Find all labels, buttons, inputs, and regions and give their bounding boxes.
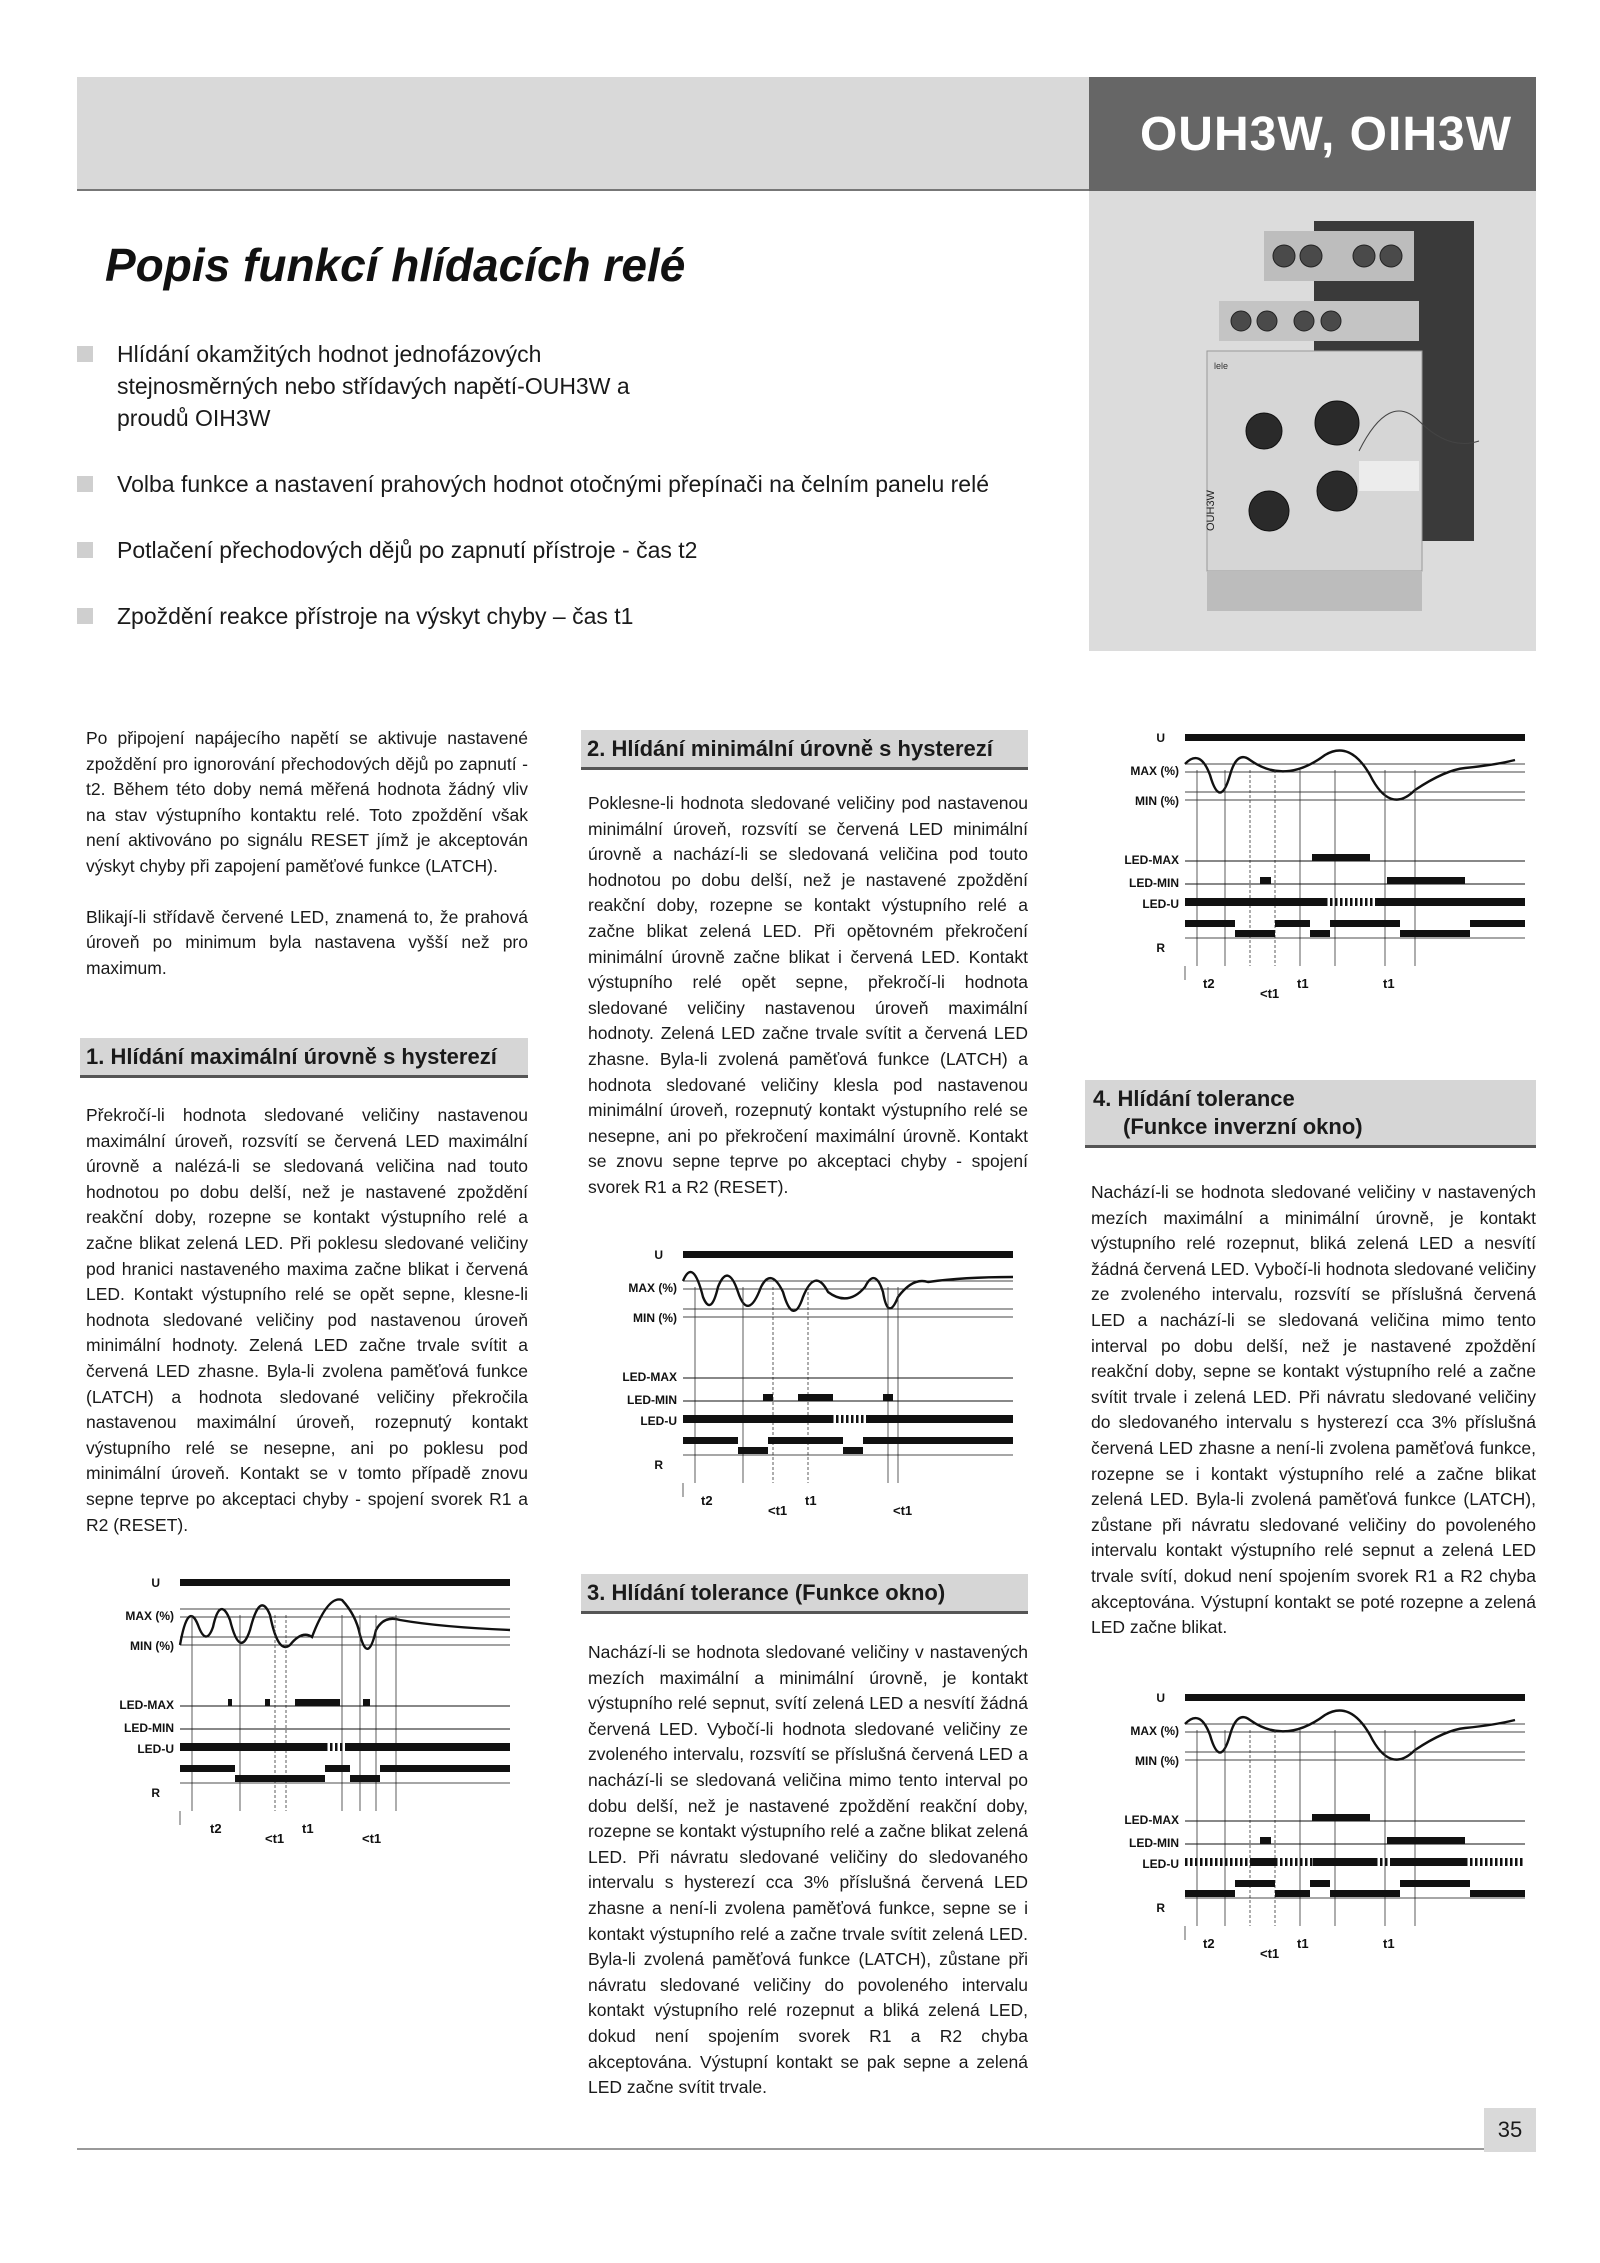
led-u-on bbox=[868, 1415, 1013, 1423]
page-number: 35 bbox=[1484, 2108, 1536, 2152]
led-u-blink bbox=[330, 1743, 333, 1751]
feature-list bbox=[77, 338, 1037, 666]
supply-bar bbox=[1185, 734, 1525, 741]
feature-item: Volba funkce a nastavení prahových hodnot otočnými přepínači na čelním panelu relé bbox=[77, 468, 1037, 500]
relay-state bbox=[180, 1765, 235, 1772]
led-u-blink bbox=[1375, 1858, 1378, 1866]
led-u-blink bbox=[856, 1415, 859, 1423]
led-u-blink bbox=[1380, 1858, 1383, 1866]
led-u-blink bbox=[1495, 1858, 1498, 1866]
led-u-blink bbox=[1195, 1858, 1198, 1866]
led-u-blink bbox=[1340, 898, 1343, 906]
section-3-text: Nachází-li se hodnota sledované veličiny v nastavených mezích maximální a minimální úrovně, je kontakt výstupního relé sepnut, svítí zelená LED a nesvítí žádná červená LED. Vybočí-li hodnota sledované veličiny ze zvoleného intervalu, rozsvítí se příslušná červená LED a nachází-li se sledovaná veličina mimo tento interval po dobu delší, než je nastavené zpoždění reakční doby, rozepne se kontakt výstupního relé a začne blikat zelená LED. Při návratu sledované veličiny do sledovaného intervalu s hysterezí cca 3% příslušná červená LED zhasne a není-li zvolena paměťová funkce, sepne se i kontakt výstupního relé a začne trvale svítit zelená LED. Byla-li zvolená paměťová funkce (LATCH), zůstane při návratu sledované veličiny do povoleného intervalu kontakt výstupního relé rozepnut a bliká zelená LED, dokud není spojením svorek R1 a R2 chyba akceptována. Výstupní kontakt se pak sepne a zelená LED začne svítit trvale. bbox=[588, 1642, 1028, 2098]
led-u-blink bbox=[1335, 898, 1338, 906]
led-u-blink bbox=[1235, 1858, 1238, 1866]
relay-state bbox=[1235, 1880, 1275, 1887]
bullet-square-icon bbox=[77, 476, 93, 492]
photo-brand: lele bbox=[1214, 361, 1229, 371]
led-u-blink bbox=[1230, 1858, 1233, 1866]
led-u-blink bbox=[1210, 1858, 1213, 1866]
relay-state bbox=[1400, 930, 1470, 937]
relay-state bbox=[1470, 920, 1525, 927]
time-label-t1: t1 bbox=[1297, 976, 1309, 991]
relay-state bbox=[235, 1775, 325, 1782]
led-u-on bbox=[1250, 1858, 1275, 1866]
label-r: R bbox=[1156, 1901, 1165, 1915]
section-1-heading: 1. Hlídání maximální úrovně s hysterezí bbox=[80, 1038, 528, 1078]
led-u-blink bbox=[1520, 1858, 1523, 1866]
time-label-t2: t2 bbox=[210, 1821, 222, 1836]
led-u-blink bbox=[1300, 1858, 1303, 1866]
led-u-blink bbox=[1345, 898, 1348, 906]
header-title: OUH3W, OIH3W bbox=[1089, 77, 1536, 191]
signal-curve bbox=[180, 1599, 510, 1648]
section-4-heading: 4. Hlídání tolerance (Funkce inverzní okno) bbox=[1085, 1080, 1536, 1148]
led-u-blink bbox=[1305, 1858, 1308, 1866]
product-photo bbox=[1089, 191, 1536, 651]
led-min-pulse bbox=[798, 1394, 833, 1401]
led-u-blink bbox=[1205, 1858, 1208, 1866]
led-u-blink bbox=[1240, 1858, 1243, 1866]
led-u-blink bbox=[1365, 898, 1368, 906]
led-u-blink bbox=[851, 1415, 854, 1423]
relay-state bbox=[1330, 1890, 1400, 1897]
led-u-blink bbox=[1190, 1858, 1193, 1866]
led-u-blink bbox=[831, 1415, 834, 1423]
led-u-blink bbox=[1510, 1858, 1513, 1866]
led-min-pulse bbox=[1260, 877, 1271, 884]
label-r: R bbox=[1156, 941, 1165, 955]
led-max-pulse bbox=[295, 1699, 340, 1706]
led-max-pulse bbox=[1312, 1814, 1370, 1821]
time-label-t2: t2 bbox=[701, 1493, 713, 1508]
led-u-blink bbox=[1370, 898, 1373, 906]
led-u-blink bbox=[1245, 1858, 1248, 1866]
led-u-blink bbox=[1360, 898, 1363, 906]
led-u-blink bbox=[1330, 898, 1333, 906]
led-u-blink bbox=[1470, 1858, 1473, 1866]
led-u-blink bbox=[1385, 1858, 1388, 1866]
supply-bar bbox=[1185, 1694, 1525, 1701]
led-u-on bbox=[1390, 1858, 1465, 1866]
label-max: MAX (%) bbox=[628, 1281, 677, 1295]
label-led-min: LED-MIN bbox=[627, 1393, 677, 1407]
time-label-t1: t1 bbox=[302, 1821, 314, 1836]
led-u-blink bbox=[1355, 898, 1358, 906]
led-u-on bbox=[180, 1743, 325, 1751]
timing-diagram-window bbox=[1085, 730, 1535, 1000]
led-u-blink bbox=[861, 1415, 864, 1423]
led-min-pulse bbox=[1260, 1837, 1271, 1844]
header-bar bbox=[77, 77, 1089, 191]
relay-state bbox=[380, 1765, 510, 1772]
relay-state bbox=[1330, 920, 1400, 927]
label-led-max: LED-MAX bbox=[1124, 1813, 1179, 1827]
label-u: U bbox=[1156, 1691, 1165, 1705]
led-u-blink bbox=[1295, 1858, 1298, 1866]
led-u-blink bbox=[836, 1415, 839, 1423]
time-label-t1: t1 bbox=[805, 1493, 817, 1508]
led-u-on bbox=[683, 1415, 831, 1423]
label-max: MAX (%) bbox=[1130, 1724, 1179, 1738]
led-u-blink bbox=[1505, 1858, 1508, 1866]
led-u-blink bbox=[1310, 1858, 1313, 1866]
led-u-blink bbox=[1220, 1858, 1223, 1866]
feature-item: Potlačení přechodových dějů po zapnutí přístroje - čas t2 bbox=[77, 534, 1037, 566]
label-min: MIN (%) bbox=[633, 1311, 677, 1325]
relay-state bbox=[1185, 920, 1235, 927]
label-u: U bbox=[151, 1576, 160, 1590]
led-u-blink bbox=[1490, 1858, 1493, 1866]
section-2-heading: 2. Hlídání minimální úrovně s hysterezí bbox=[581, 730, 1028, 770]
label-min: MIN (%) bbox=[1135, 1754, 1179, 1768]
supply-bar bbox=[683, 1251, 1013, 1258]
time-label-lt1: <t1 bbox=[265, 1831, 285, 1845]
led-max-pulse bbox=[1312, 854, 1370, 861]
label-led-min: LED-MIN bbox=[1129, 1836, 1179, 1850]
led-u-blink bbox=[1225, 1858, 1228, 1866]
relay-state bbox=[1310, 930, 1330, 937]
time-label-t1: t1 bbox=[1297, 1936, 1309, 1951]
label-led-max: LED-MAX bbox=[1124, 853, 1179, 867]
label-r: R bbox=[654, 1458, 663, 1472]
photo-model: OUH3W bbox=[1205, 490, 1217, 531]
relay-state bbox=[863, 1437, 1013, 1444]
label-min: MIN (%) bbox=[130, 1639, 174, 1653]
led-u-blink bbox=[1215, 1858, 1218, 1866]
led-u-blink bbox=[1280, 1858, 1283, 1866]
footer-divider bbox=[77, 2148, 1536, 2150]
product-photo-panel bbox=[1089, 191, 1536, 651]
timing-diagram-min bbox=[583, 1247, 1028, 1517]
relay-state bbox=[350, 1775, 380, 1782]
led-u-blink bbox=[340, 1743, 343, 1751]
time-label-lt1: <t1 bbox=[1260, 986, 1280, 1000]
led-min-pulse bbox=[1387, 877, 1465, 884]
led-u-blink bbox=[1480, 1858, 1483, 1866]
led-max-pulse bbox=[228, 1699, 232, 1706]
page-title: Popis funkcí hlídacích relé bbox=[105, 239, 686, 291]
led-u-blink bbox=[1285, 1858, 1288, 1866]
label-r: R bbox=[151, 1786, 160, 1800]
led-u-blink bbox=[1185, 1858, 1188, 1866]
section-3-heading: 3. Hlídání tolerance (Funkce okno) bbox=[581, 1574, 1028, 1614]
led-u-blink bbox=[841, 1415, 844, 1423]
label-led-u: LED-U bbox=[640, 1414, 677, 1428]
label-led-min: LED-MIN bbox=[1129, 876, 1179, 890]
relay-state bbox=[1470, 1890, 1525, 1897]
time-label-lt1: <t1 bbox=[893, 1503, 913, 1517]
relay-state bbox=[683, 1437, 738, 1444]
bullet-square-icon bbox=[77, 608, 93, 624]
led-u-blink bbox=[1515, 1858, 1518, 1866]
led-u-blink bbox=[325, 1743, 328, 1751]
relay-state bbox=[1310, 1880, 1330, 1887]
led-u-blink bbox=[1200, 1858, 1203, 1866]
led-u-blink bbox=[1275, 1858, 1278, 1866]
label-led-u: LED-U bbox=[137, 1742, 174, 1756]
label-led-u: LED-U bbox=[1142, 897, 1179, 911]
bullet-square-icon bbox=[77, 542, 93, 558]
section-4-text: Nachází-li se hodnota sledované veličiny v nastavených mezích maximální a minimální úrovně, je kontakt výstupního relé rozepnut, bliká zelená LED a nesvítí žádná červená LED. Vybočí-li hodnota sledované veličiny ze zvoleného intervalu, rozsvítí se příslušná červená LED a nachází-li se sledovaná veličina mimo tento interval po dobu delší, než je nastavené zpoždění reakční doby, sepne se kontakt výstupního relé a začne svítit trvale i zelená LED. Při návratu sledované veličiny do sledovaného intervalu s hysterezí cca 3% příslušná červená LED zhasne a není-li zvolena paměťová funkce, rozepne se i kontakt výstupního relé a začne blikat zelená LED. Byla-li zvolená paměťová funkce (LATCH), zůstane při návratu sledované veličiny do povoleného intervalu kontakt výstupního relé sepnut a zelená LED trvale svítí, dokud není spojením svorek R1 a R2 chyba akceptována. Výstupní kontakt se poté rozepne a zelená LED začne blikat. bbox=[1091, 1182, 1536, 1638]
label-max: MAX (%) bbox=[1130, 764, 1179, 778]
led-u-blink bbox=[1465, 1858, 1468, 1866]
time-label-lt1: <t1 bbox=[768, 1503, 788, 1517]
timing-diagram-inverse-window bbox=[1085, 1690, 1535, 1960]
relay-state bbox=[738, 1447, 768, 1454]
label-u: U bbox=[1156, 731, 1165, 745]
relay-state bbox=[1235, 930, 1275, 937]
led-u-on bbox=[1375, 898, 1525, 906]
label-max: MAX (%) bbox=[125, 1609, 174, 1623]
timing-diagram-max bbox=[80, 1575, 520, 1845]
led-u-blink bbox=[1325, 898, 1328, 906]
time-label-t2: t2 bbox=[1203, 1936, 1215, 1951]
relay-state bbox=[1185, 1890, 1235, 1897]
relay-state bbox=[325, 1765, 350, 1772]
feature-item: Hlídání okamžitých hodnot jednofázových stejnosměrných nebo střídavých napětí-OUH3W a proudů OIH3W bbox=[77, 338, 1037, 434]
time-label-lt1: <t1 bbox=[362, 1831, 382, 1845]
label-led-max: LED-MAX bbox=[119, 1698, 174, 1712]
supply-bar bbox=[180, 1579, 510, 1586]
time-label-t1: t1 bbox=[1383, 976, 1395, 991]
section-1-text: Překročí-li hodnota sledované veličiny nastavenou maximální úroveň, rozsvítí se červená LED maximální úrovně a nalézá-li se sledovaná veličina nad touto hodnotou po dobu delší, než je nastavené zpoždění reakční doby, rozepne se kontakt výstupního relé a začne blikat zelená LED. Při poklesu sledované veličiny pod hranici nastaveného maxima začne blikat i červená LED. Kontakt výstupního relé se opět sepne, klesne-li hodnota sledované veličiny pod nastavenou úroveň minimální hodnoty. Zelená LED začne trvale svítit a červená LED zhasne. Byla-li zvolena paměťová funkce (LATCH) a hodnota sledované veličiny překročila nastavenou maximální úroveň, rozepnutý kontakt výstupního relé se nesepne, ani po poklesu pod minimální úroveň. Kontakt se v tomto případě znovu sepne teprve po akceptaci chyby - spojení svorek R1 a R2 (RESET). bbox=[86, 1105, 528, 1535]
section-2-text: Poklesne-li hodnota sledované veličiny pod nastavenou minimální úroveň, rozsvítí se červená LED minimální úrovně a nachází-li se sledovaná veličina pod touto hodnotou po dobu delší, než je nastavené zpoždění reakční doby, rozepne se kontakt výstupního relé a začne blikat zelená LED. Při opětovném překročení minimální úrovně začne blikat i červená LED. Kontakt výstupního relé opět sepne, překročí-li hodnota sledované veličiny nastavenou úroveň maximální hodnoty. Zelená LED začne trvale svítit a červená LED zhasne. Byla-li zvolená paměťová funkce (LATCH) a hodnota sledované veličiny klesla pod nastavenou minimální úroveň, rozepnutý kontakt výstupního relé se nesepne, ani po překročení maximální úrovně. Kontakt se znovu sepne teprve po akceptaci chyby - spojení svorek R1 a R2 (RESET). bbox=[588, 793, 1028, 1197]
bullet-square-icon bbox=[77, 346, 93, 362]
feature-item: Zpoždění reakce přístroje na výskyt chyby – čas t1 bbox=[77, 600, 1037, 632]
led-min-pulse bbox=[883, 1394, 893, 1401]
label-u: U bbox=[654, 1248, 663, 1262]
intro-text: Po připojení napájecího napětí se aktivuje nastavené zpoždění pro ignorování přechodových dějů po zapnutí - t2. Během této doby nemá měřená hodnota žádný vliv na stav výstupního kontaktu relé. Toto zpoždění však není aktivováno po signálu RESET jímž je akceptován výskyt chyby při zapojení paměťové funkce (LATCH). Blikají-li střídavě červené LED, znamená to, že prahová úroveň po minimum byla nastavena vyšší než pro maximum. bbox=[86, 728, 528, 978]
led-u-on bbox=[345, 1743, 510, 1751]
label-led-u: LED-U bbox=[1142, 1857, 1179, 1871]
led-u-on bbox=[1313, 1858, 1375, 1866]
time-label-lt1: <t1 bbox=[1260, 1946, 1280, 1960]
led-u-blink bbox=[335, 1743, 338, 1751]
signal-curve bbox=[683, 1272, 1013, 1311]
led-u-on bbox=[1185, 898, 1325, 906]
relay-state bbox=[1400, 1880, 1470, 1887]
label-led-max: LED-MAX bbox=[622, 1370, 677, 1384]
led-u-blink bbox=[846, 1415, 849, 1423]
label-led-min: LED-MIN bbox=[124, 1721, 174, 1735]
led-max-pulse bbox=[265, 1699, 270, 1706]
led-u-blink bbox=[1500, 1858, 1503, 1866]
led-min-pulse bbox=[763, 1394, 773, 1401]
relay-state bbox=[1275, 920, 1310, 927]
relay-state bbox=[1275, 1890, 1310, 1897]
relay-state bbox=[768, 1437, 843, 1444]
led-max-pulse bbox=[363, 1699, 370, 1706]
time-label-t1: t1 bbox=[1383, 1936, 1395, 1951]
led-u-blink bbox=[1350, 898, 1353, 906]
label-min: MIN (%) bbox=[1135, 794, 1179, 808]
time-label-t2: t2 bbox=[1203, 976, 1215, 991]
led-u-blink bbox=[1485, 1858, 1488, 1866]
led-min-pulse bbox=[1387, 1837, 1465, 1844]
relay-state bbox=[843, 1447, 863, 1454]
led-u-blink bbox=[1290, 1858, 1293, 1866]
led-u-blink bbox=[1475, 1858, 1478, 1866]
